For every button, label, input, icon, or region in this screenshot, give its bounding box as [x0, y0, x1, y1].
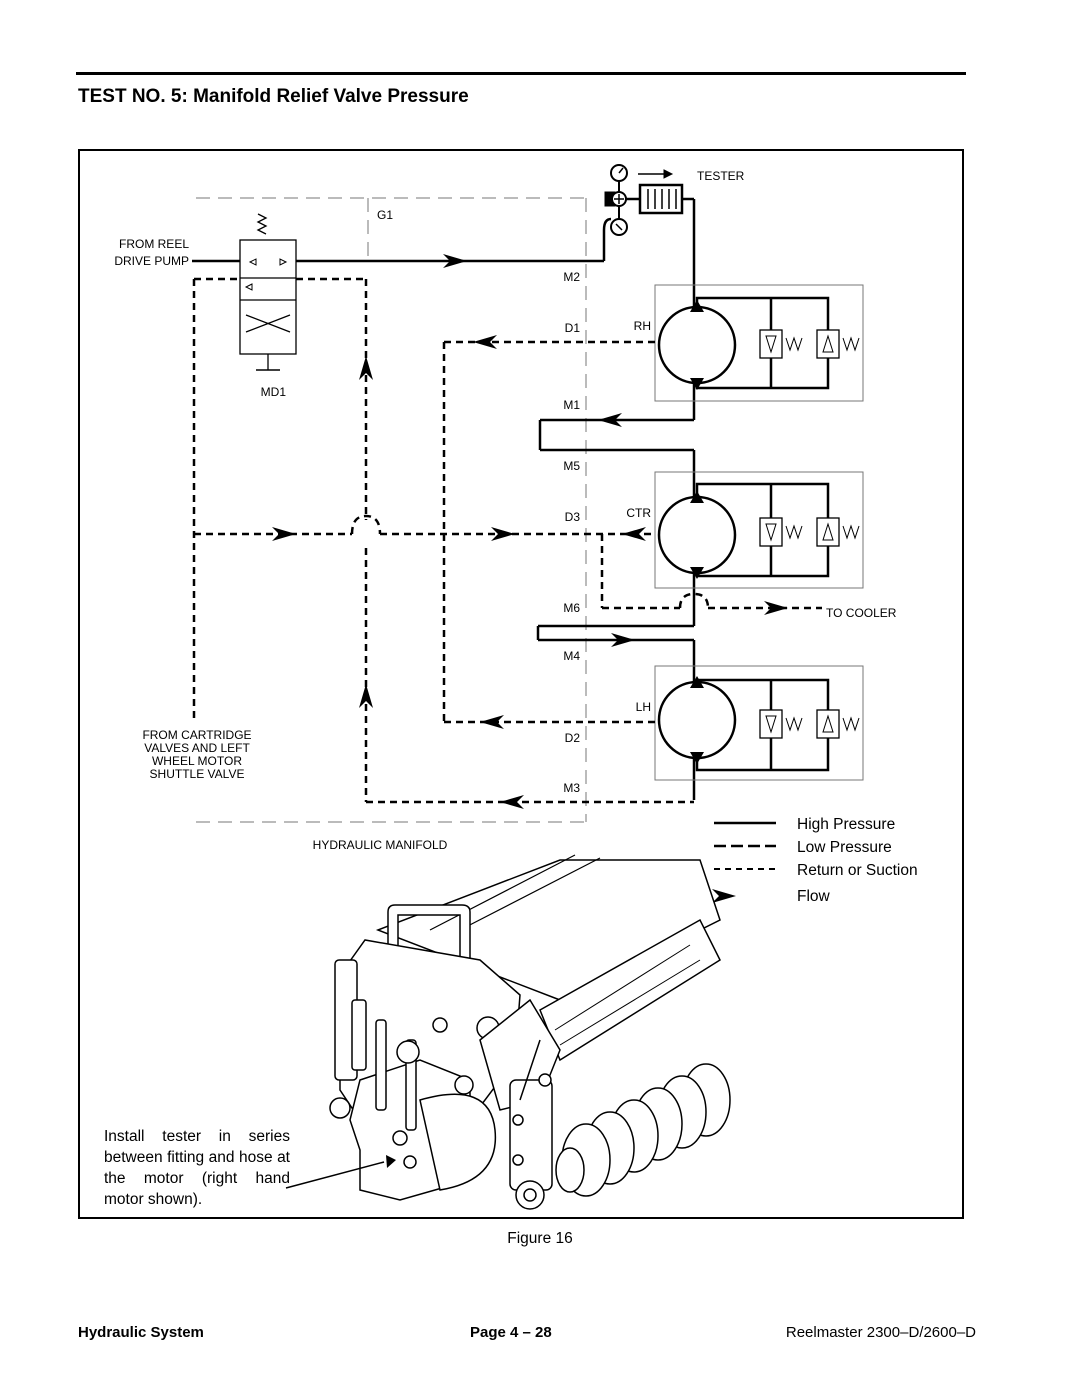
label-d2: D2	[564, 731, 580, 745]
label-m5: M5	[563, 459, 580, 473]
footer-section: Hydraulic System	[78, 1324, 204, 1341]
page-title: TEST NO. 5: Manifold Relief Valve Pressure	[78, 86, 469, 107]
motor-ctr	[655, 472, 863, 588]
figure-caption: Install tester in series between fitting and hose at the motor (right hand motor shown).	[104, 1128, 290, 1208]
footer-model: Reelmaster 2300–D/2600–D	[785, 1324, 976, 1341]
figure-label: Figure 16	[507, 1230, 573, 1247]
label-m3: M3	[563, 781, 580, 795]
label-from-cartridge-4: SHUTTLE VALVE	[149, 767, 245, 781]
label-from-cartridge-1: FROM CARTRIDGE	[142, 728, 252, 742]
motor-lh	[655, 666, 863, 780]
valve-md1	[240, 214, 296, 370]
schematic-labels	[114, 169, 896, 852]
label-from-cartridge-2: VALVES AND LEFT	[144, 741, 250, 755]
legend-return-suction: Return or Suction	[797, 862, 918, 879]
label-d1: D1	[564, 321, 580, 335]
label-to-cooler: TO COOLER	[826, 606, 897, 620]
label-m2: M2	[563, 270, 580, 284]
legend-flow: Flow	[797, 888, 830, 905]
label-from-reel-2: DRIVE PUMP	[114, 254, 189, 268]
label-rh: RH	[633, 319, 651, 333]
label-md1: MD1	[260, 385, 286, 399]
label-m6: M6	[563, 601, 580, 615]
motor-rh	[655, 285, 863, 401]
label-tester: TESTER	[697, 169, 745, 183]
legend	[712, 816, 918, 905]
label-d3: D3	[564, 510, 580, 524]
label-m4: M4	[563, 649, 580, 663]
label-hydraulic-manifold: HYDRAULIC MANIFOLD	[312, 838, 448, 852]
label-lh: LH	[635, 700, 651, 714]
label-g1: G1	[377, 208, 394, 222]
legend-high-pressure: High Pressure	[797, 816, 896, 833]
reel-roller-illustration	[556, 1064, 730, 1196]
label-from-reel-1: FROM REEL	[118, 237, 189, 251]
footer-page-number: Page 4 – 28	[470, 1324, 552, 1341]
label-from-cartridge-3: WHEEL MOTOR	[151, 754, 243, 768]
legend-low-pressure: Low Pressure	[797, 839, 892, 856]
label-ctr: CTR	[626, 506, 651, 520]
label-m1: M1	[563, 398, 580, 412]
tester-icon	[605, 165, 694, 235]
